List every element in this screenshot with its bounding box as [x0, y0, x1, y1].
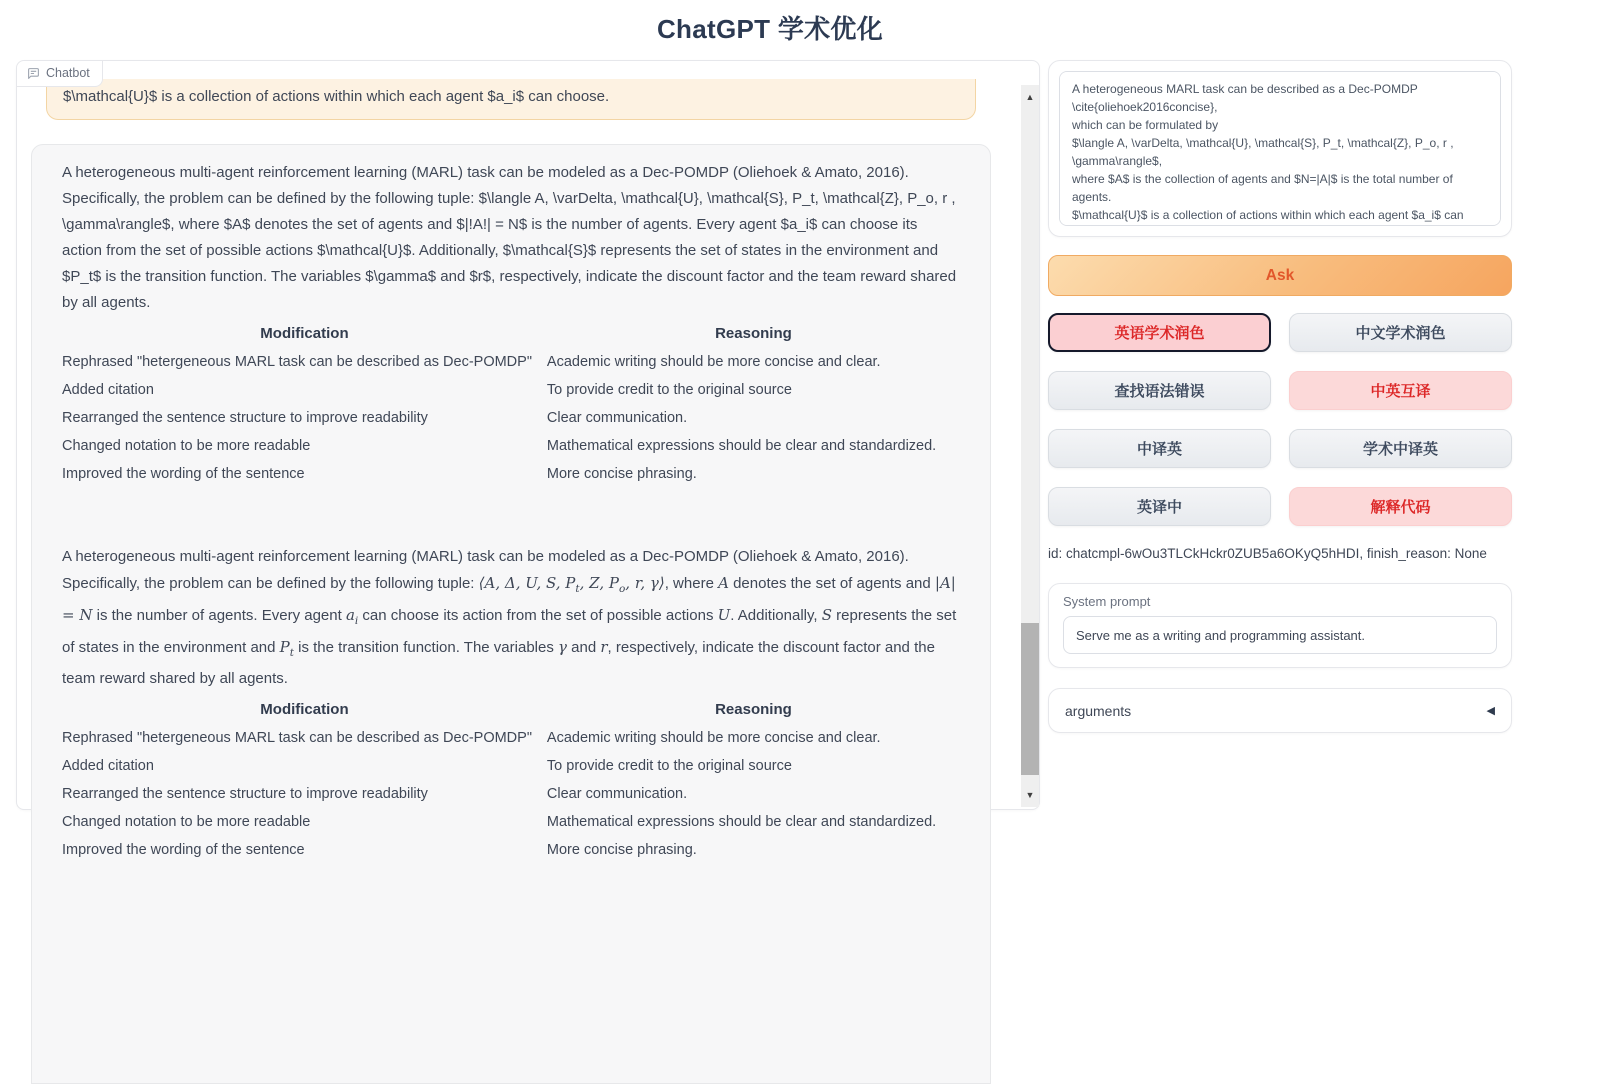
function-button-chinese-academic-polish[interactable]: 中文学术润色: [1289, 313, 1512, 352]
chatbot-label: [17, 61, 103, 87]
table-header-cell: Reasoning: [715, 325, 792, 342]
table-header-cell: Modification: [260, 701, 349, 718]
accordion-collapse-icon: ◀: [1486, 705, 1495, 717]
table-cell: Improved the wording of the sentence: [62, 842, 305, 858]
bot-message-bubble: [31, 144, 991, 1084]
function-button-zh-to-en[interactable]: 中译英: [1048, 429, 1271, 468]
modification-table-rendered: [62, 696, 960, 864]
table-header-cell: Modification: [260, 325, 349, 342]
chat-scrollbar[interactable]: [1021, 85, 1039, 807]
system-prompt-label: System prompt: [1063, 594, 1151, 609]
arguments-accordion-label: arguments: [1065, 702, 1132, 719]
chat-bubble-icon: [27, 67, 40, 80]
table-cell: Added citation: [62, 382, 154, 398]
function-button-en-to-zh[interactable]: 英译中: [1048, 487, 1271, 526]
arguments-accordion[interactable]: [1048, 688, 1512, 733]
function-button-find-grammar-errors[interactable]: 查找语法错误: [1048, 371, 1271, 410]
page-title: ChatGPT 学术优化: [656, 14, 884, 44]
chatbot-panel: [16, 60, 1040, 858]
main-input[interactable]: [1059, 71, 1501, 226]
user-message-text: $\mathcal{U}$ is a collection of actions within which each agent $a_i$ can choose.: [63, 88, 610, 105]
table-cell: Clear communication.: [546, 786, 688, 802]
table-cell: Academic writing should be more concise and clear.: [546, 730, 881, 746]
table-cell: More concise phrasing.: [546, 842, 697, 858]
system-prompt-card: [1048, 583, 1512, 668]
table-cell: Mathematical expressions should be clear and standardized.: [546, 814, 937, 830]
chatbot-label-text: Chatbot: [46, 66, 90, 80]
function-button-grid: [1048, 313, 1512, 526]
completion-id-status: id: chatcmpl-6wOu3TLCkHckr0ZUB5a6OKyQ5hHDI, finish_reason: None: [1048, 546, 1487, 561]
bot-paragraph-raw: A heterogeneous multi-agent reinforcement learning (MARL) task can be modeled as a Dec-POMDP (Oliehoek & Amato, 2016). Specifically, the problem can be defined by the following tuple: $\langle A, \varDelta, \mathcal{U}, \mathcal{S}, P_t, \mathcal{Z}, P_o, r , \gamma\rangle$, where $A$ denotes the set of agents and $|!A!| = N$ is the number of agents. Every agent $a_i$ can choose its action from the set of possible actions $\mathcal{U}$. Additionally, $\mathcal{S}$ represents the set of states in the environment and $P_t$ is the transition function. The variables $\gamma$ and $r$, respectively, indicate the discount factor and the team reward shared by all agents.: [62, 164, 957, 311]
function-button-english-academic-polish[interactable]: 英语学术润色: [1048, 313, 1271, 352]
table-cell: Rephrased "hetergeneous MARL task can be described as Dec-POMDP": [62, 354, 532, 370]
function-button-academic-zh-to-en[interactable]: 学术中译英: [1289, 429, 1512, 468]
table-cell: Academic writing should be more concise and clear.: [546, 354, 881, 370]
scroll-down-icon[interactable]: ▼: [1025, 790, 1035, 800]
table-cell: Mathematical expressions should be clear and standardized.: [546, 438, 937, 454]
bot-paragraph-rendered: A heterogeneous multi-agent reinforcement learning (MARL) task can be modeled as a Dec-POMDP (Oliehoek & Amato, 2016). Specifically, the problem can be defined by the following tuple: ⟨A, Δ, U, S, $P_t$, Z, $P_o$, r, γ⟩, where A denotes the set of agents and |A| = N is the number of agents. Every agent $a_i$ can choose its action from the set of possible actions U. Additionally, S represents the set of states in the environment and $P_t$ is the transition function. The variables γ and r, respectively, indicate the discount factor and the team reward shared by all agents.: [62, 548, 957, 687]
scrollbar-thumb[interactable]: [1021, 623, 1039, 775]
user-message-bubble: [46, 79, 976, 120]
table-cell: Rearranged the sentence structure to improve readability: [62, 786, 428, 802]
table-cell: Changed notation to be more readable: [62, 814, 311, 830]
table-cell: Rearranged the sentence structure to improve readability: [62, 410, 428, 426]
table-header-cell: Reasoning: [715, 701, 792, 718]
modification-table: [62, 320, 960, 488]
table-cell: Added citation: [62, 758, 154, 774]
function-button-explain-code[interactable]: 解释代码: [1289, 487, 1512, 526]
table-cell: Clear communication.: [546, 410, 688, 426]
table-cell: More concise phrasing.: [546, 466, 697, 482]
ask-button[interactable]: Ask: [1048, 255, 1512, 296]
table-cell: Improved the wording of the sentence: [62, 466, 305, 482]
table-cell: To provide credit to the original source: [546, 758, 792, 774]
scroll-up-icon[interactable]: ▲: [1025, 92, 1035, 102]
system-prompt-input[interactable]: [1063, 616, 1497, 654]
table-cell: Rephrased "hetergeneous MARL task can be described as Dec-POMDP": [62, 730, 532, 746]
function-button-zh-en-mutual-translate[interactable]: 中英互译: [1289, 371, 1512, 410]
input-card: [1048, 60, 1512, 237]
table-cell: Changed notation to be more readable: [62, 438, 311, 454]
table-cell: To provide credit to the original source: [546, 382, 792, 398]
